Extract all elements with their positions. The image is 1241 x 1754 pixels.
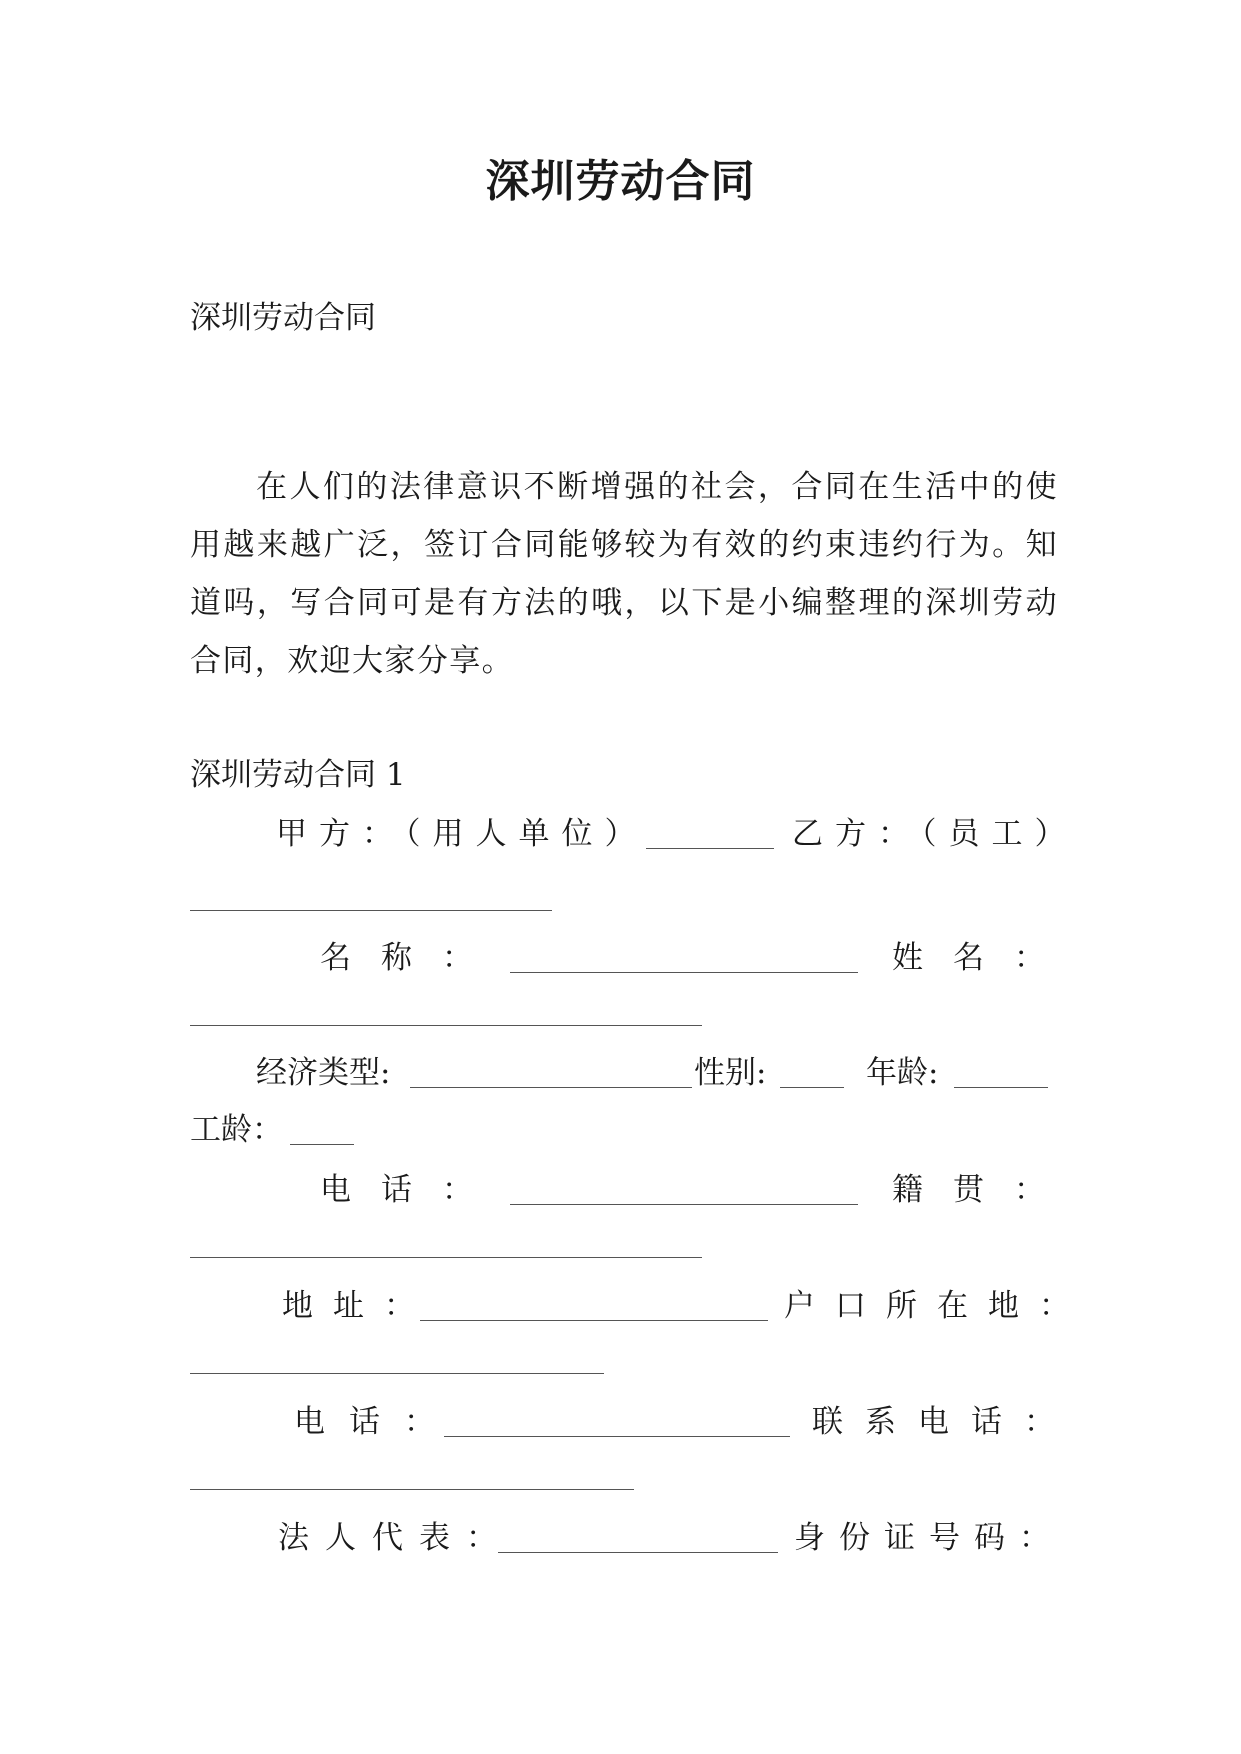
blank-legal-rep bbox=[498, 1552, 778, 1553]
blank-party-a bbox=[646, 848, 774, 849]
document-subtitle: 深圳劳动合同 bbox=[190, 300, 376, 336]
blank-gender bbox=[780, 1087, 844, 1088]
blank-hukou bbox=[190, 1373, 604, 1374]
blank-contact-phone bbox=[190, 1489, 634, 1490]
label-party-a: 甲方：（用人单位） bbox=[276, 816, 648, 852]
label-age: 年龄: bbox=[866, 1055, 939, 1091]
label-address: 地址： bbox=[282, 1288, 435, 1324]
document-title: 深圳劳动合同 bbox=[485, 156, 756, 207]
blank-phone-b bbox=[444, 1436, 790, 1437]
blank-name-a bbox=[510, 972, 858, 973]
label-name-a: 名称： bbox=[320, 940, 503, 976]
label-id-number: 身份证号码： bbox=[794, 1520, 1064, 1556]
blank-phone-a bbox=[510, 1204, 858, 1205]
label-econ-type: 经济类型: bbox=[256, 1055, 391, 1091]
label-legal-rep: 法人代表： bbox=[278, 1520, 513, 1556]
label-gender: 性别: bbox=[694, 1055, 767, 1091]
blank-address bbox=[420, 1320, 768, 1321]
label-hukou: 户口所在地： bbox=[784, 1288, 1090, 1324]
blank-party-b bbox=[190, 910, 552, 911]
blank-name-b bbox=[190, 1025, 702, 1026]
label-contact-phone: 联系电话： bbox=[812, 1404, 1077, 1440]
blank-work-years bbox=[290, 1144, 354, 1145]
label-native-place: 籍贯： bbox=[892, 1172, 1075, 1208]
label-work-years: 工龄： bbox=[190, 1112, 283, 1148]
label-party-b: 乙方：（员工） bbox=[792, 816, 1078, 852]
blank-econ-type bbox=[410, 1087, 692, 1088]
blank-age bbox=[954, 1087, 1048, 1088]
blank-native-place bbox=[190, 1257, 702, 1258]
label-phone-b: 电话： bbox=[294, 1404, 459, 1440]
intro-paragraph: 在人们的法律意识不断增强的社会，合同在生活中的使用越来越广泛，签订合同能够较为有效的约束违约行为。知道吗，写合同可是有方法的哦，以下是小编整理的深圳劳动合同，欢迎大家分享。 bbox=[190, 469, 1058, 679]
label-name-b: 姓名： bbox=[892, 940, 1075, 976]
section-heading: 深圳劳动合同 1 bbox=[190, 757, 406, 793]
label-phone-a: 电话： bbox=[320, 1172, 503, 1208]
